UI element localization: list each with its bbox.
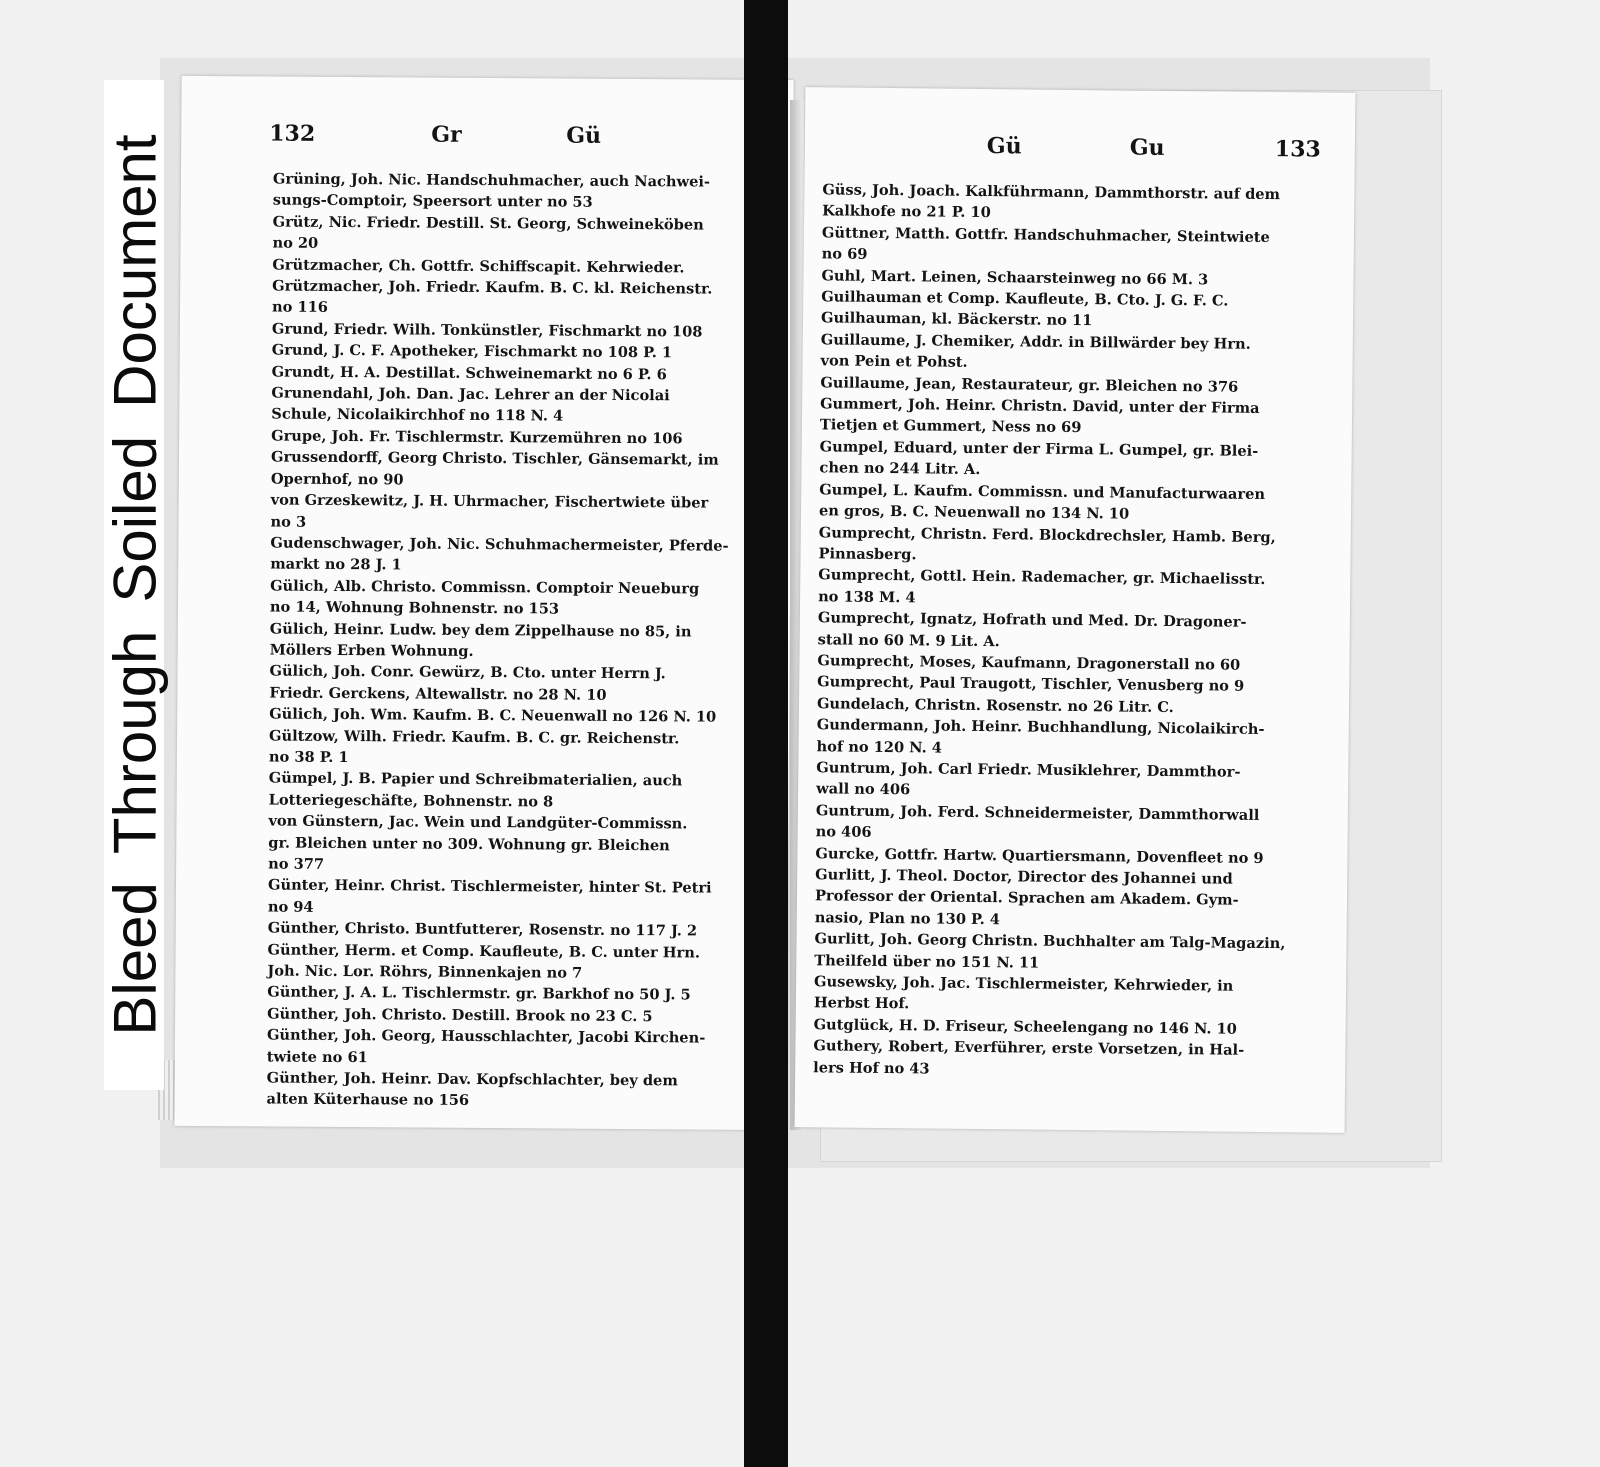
directory-entry [821, 286, 1321, 334]
entry-line: gr. Bleichen unter no 309. Wohnung gr. Bleichen [268, 834, 670, 854]
directory-entry [820, 393, 1320, 441]
directory-entry [268, 811, 763, 879]
binding-strip [744, 0, 788, 1467]
entry-line: Guilhauman et Comp. Kaufleute, B. Cto. J. G. F. C. [821, 288, 1229, 310]
entry-line: Grützmacher, Ch. Gottfr. Schiffscapit. Kehrwieder. [272, 256, 685, 277]
entry-line: Gummert, Joh. Heinr. Christn. David, unter der Firma [820, 395, 1260, 417]
bleed-through-soiled-stamp [101, 134, 170, 1035]
directory-entry [271, 447, 766, 493]
directory-entries [813, 179, 1322, 1083]
directory-entry [818, 565, 1318, 613]
directory-entry [270, 618, 765, 664]
directory-entry [816, 714, 1316, 762]
directory-entry [820, 329, 1320, 377]
entry-line: Günter, Heinr. Christ. Tischlermeister, hinter St. Petri [267, 876, 712, 898]
entry-line: Gurcke, Gottfr. Hartw. Quartiersmann, Dovenfleet no 9 [815, 844, 1264, 867]
entry-line: Günther, Joh. Heinr. Dav. Kopfschlachter, bey dem [266, 1069, 678, 1090]
entry-line: Gumprecht, Christn. Ferd. Blockdrechsler, Hamb. Berg, [818, 523, 1276, 546]
entry-line: Gundelach, Christn. Rosenstr. no 26 Litr. C. [816, 695, 1174, 716]
entry-line: Gumpel, L. Kaufm. Commissn. und Manufacturwaaren [819, 481, 1266, 503]
entry-line: Guthery, Robert, Everführer, erste Vorsetzen, in Hal- [813, 1037, 1245, 1060]
entry-line: von Günstern, Jac. Wein und Landgüter-Commissn. [268, 812, 688, 833]
entry-line: Gumprecht, Moses, Kaufmann, Dragonerstall no 60 [817, 652, 1241, 674]
entry-line: no 377 [268, 855, 325, 873]
directory-entry [269, 704, 764, 729]
entry-line: Grund, Friedr. Wilh. Tonkünstler, Fischmarkt no 108 [271, 320, 703, 341]
entry-line: Guilhauman, kl. Bäckerstr. no 11 [820, 309, 1093, 330]
directory-entry [815, 864, 1316, 933]
entry-line: Grundt, H. A. Destillat. Schweinemarkt no 6 P. 6 [271, 363, 667, 383]
entry-line: Opernhof, no 90 [270, 470, 404, 489]
entry-line: Grützmacher, Joh. Friedr. Kaufm. B. C. kl. Reichenstr. [272, 277, 713, 298]
entry-line: Möllers Erben Wohnung. [269, 641, 474, 660]
entry-line: lers Hof no 43 [813, 1058, 930, 1078]
directory-entry [272, 211, 767, 257]
directory-entry [267, 939, 762, 985]
entry-line: Gumprecht, Gottl. Hein. Rademacher, gr. Michaelisstr. [818, 566, 1266, 589]
right-page [795, 87, 1356, 1133]
entry-line: Joh. Nic. Lor. Röhrs, Binnenkajen no 7 [267, 962, 583, 982]
directory-entries [266, 169, 768, 1114]
directory-entry [818, 607, 1318, 655]
entry-line: Güttner, Matth. Gottfr. Handschuhmacher, Steintwiete [821, 224, 1270, 246]
entry-line: no 116 [271, 298, 329, 317]
directory-entry [814, 929, 1314, 977]
entry-line: hof no 120 N. 4 [816, 737, 943, 757]
guide-word: Gr [431, 121, 462, 148]
directory-entry [819, 436, 1319, 484]
entry-line: Guhl, Mart. Leinen, Schaarsteinweg no 66 M. 3 [821, 266, 1209, 289]
directory-entry [272, 276, 767, 322]
guide-word: Gü [566, 122, 602, 149]
entry-line: Gülich, Heinr. Ludw. bey dem Zippelhause no 85, in [269, 620, 692, 640]
entry-line: en gros, B. C. Neuenwall no 134 N. 10 [818, 502, 1130, 523]
entry-line: Gudenschwager, Joh. Nic. Schuhmachermeister, Pferde- [270, 534, 729, 555]
stamp-word: Document [101, 134, 169, 408]
entry-line: Grunendahl, Joh. Dan. Jac. Lehrer an der Nicolai [271, 384, 670, 405]
entry-line: Günther, J. A. L. Tischlermstr. gr. Barkhof no 50 J. 5 [267, 983, 691, 1004]
directory-entry [273, 169, 768, 215]
entry-line: Gümpel, J. B. Papier und Schreibmaterialien, auch [268, 769, 683, 790]
guide-word: Gu [1129, 134, 1165, 161]
entry-line: Gumprecht, Ignatz, Hofrath und Med. Dr. Dragoner- [817, 609, 1247, 631]
entry-line: twiete no 61 [266, 1048, 368, 1066]
entry-line: no 38 P. 1 [268, 748, 349, 767]
entry-line: Kalkhofe no 21 P. 10 [822, 202, 991, 222]
entry-line: Gusewsky, Joh. Jac. Tischlermeister, Kehrwieder, in [814, 973, 1234, 995]
entry-line: Günther, Joh. Georg, Hausschlachter, Jacobi Kirchen- [266, 1026, 706, 1047]
entry-line: Lotteriegeschäfte, Bohnenstr. no 8 [268, 791, 554, 811]
page-number: 133 [1274, 136, 1321, 163]
entry-line: Grütz, Nic. Friedr. Destill. St. Georg, Schweineköben [272, 213, 704, 234]
entry-line: Gutglück, H. D. Friseur, Scheelengang no 146 N. 10 [813, 1016, 1237, 1038]
entry-line: Schule, Nicolaikirchhof no 118 N. 4 [271, 405, 564, 426]
entry-line: Grund, J. C. F. Apotheker, Fischmarkt no 108 P. 1 [271, 341, 673, 362]
directory-entry [822, 179, 1322, 227]
entry-line: no 69 [821, 245, 868, 264]
entry-line: markt no 28 J. 1 [270, 555, 402, 574]
entry-line: sungs-Comptoir, Speersort unter no 53 [272, 191, 593, 212]
entry-line: Gültzow, Wilh. Friedr. Kaufm. B. C. gr. Reichenstr. [269, 727, 680, 747]
entry-line: no 138 M. 4 [818, 588, 916, 607]
entry-line: von Pein et Pohst. [820, 352, 968, 372]
entry-line: stall no 60 M. 9 Lit. A. [817, 630, 1000, 650]
entry-line: Pinnasberg. [818, 545, 917, 564]
entry-line: Grussendorff, Georg Christo. Tischler, Gänsemarkt, im [270, 448, 719, 469]
entry-line: Guillaume, J. Chemiker, Addr. in Billwärder bey Hrn. [820, 331, 1251, 353]
entry-line: Professor der Oriental. Sprachen am Akadem. Gym- [814, 887, 1239, 910]
directory-entry [822, 222, 1322, 270]
entry-line: Gülich, Alb. Christo. Commissn. Comptoir Neueburg [270, 577, 700, 598]
guide-word: Gü [986, 133, 1022, 160]
directory-entry [816, 800, 1316, 848]
stamp-word: Through [101, 630, 169, 855]
directory-entry [271, 383, 766, 429]
directory-entry [269, 661, 764, 707]
left-page [174, 76, 793, 1130]
stamp-word: Soiled [101, 435, 169, 603]
entry-line: Gurlitt, Joh. Georg Christn. Buchhalter am Talg-Magazin, [814, 930, 1286, 953]
entry-line: no 406 [815, 823, 872, 842]
directory-entry [819, 479, 1319, 527]
directory-entry [269, 725, 764, 771]
left-page-header [181, 120, 793, 154]
entry-line: Gülich, Joh. Conr. Gewürz, B. Cto. unter Herrn J. [269, 662, 666, 683]
directory-entry [816, 757, 1316, 805]
entry-line: Tietjen et Gummert, Ness no 69 [819, 416, 1082, 437]
directory-entry [813, 1036, 1313, 1084]
entry-line: Günther, Joh. Christo. Destill. Brook no 23 C. 5 [267, 1005, 653, 1026]
entry-line: Guillaume, Jean, Restaurateur, gr. Bleichen no 376 [820, 373, 1239, 396]
directory-entry [818, 522, 1318, 570]
directory-entry [814, 971, 1314, 1019]
directory-entry [270, 575, 765, 621]
directory-entry [268, 918, 763, 943]
entry-line: Guntrum, Joh. Carl Friedr. Musiklehrer, Dammthor- [816, 759, 1241, 781]
stamp-word: Bleed [101, 882, 169, 1036]
entry-line: Herbst Hof. [813, 994, 910, 1013]
directory-entry [266, 1068, 761, 1114]
entry-line: Friedr. Gerckens, Altewallstr. no 28 N. 10 [269, 684, 607, 704]
entry-line: Grupe, Joh. Fr. Tischlermstr. Kurzemühren no 106 [271, 427, 683, 448]
entry-line: Gülich, Joh. Wm. Kaufm. B. C. Neuenwall no 126 N. 10 [269, 705, 717, 726]
entry-line: Gumprecht, Paul Traugott, Tischler, Venusberg no 9 [817, 673, 1245, 696]
entry-line: Günther, Herm. et Comp. Kaufleute, B. C. unter Hrn. [267, 941, 701, 962]
entry-line: Gumpel, Eduard, unter der Firma L. Gumpel, gr. Blei- [819, 438, 1259, 460]
entry-line: Theilfeld über no 151 N. 11 [814, 951, 1040, 972]
directory-entry [268, 875, 763, 921]
directory-entry [269, 768, 764, 814]
entry-line: Günther, Christo. Buntfutterer, Rosenstr. no 117 J. 2 [267, 919, 698, 940]
directory-entry [270, 490, 765, 536]
directory-entry [270, 532, 765, 578]
page-number: 132 [269, 120, 316, 147]
entry-line: alten Küterhause no 156 [266, 1090, 470, 1110]
entry-line: Gundermann, Joh. Heinr. Buchhandlung, Nicolaikirch- [816, 716, 1265, 739]
directory-entry [267, 1025, 762, 1071]
entry-line: wall no 406 [816, 780, 911, 799]
entry-line: Gurlitt, J. Theol. Doctor, Director des Johannei und [815, 866, 1233, 888]
entry-line: Grüning, Joh. Nic. Handschuhmacher, auch Nachwei- [272, 170, 711, 191]
entry-line: no 3 [270, 513, 307, 531]
entry-line: Guntrum, Joh. Ferd. Schneidermeister, Dammthorwall [815, 802, 1260, 824]
entry-line: no 94 [267, 898, 314, 916]
entry-line: chen no 244 Litr. A. [819, 459, 981, 479]
entry-line: no 20 [272, 234, 319, 253]
entry-line: Güss, Joh. Joach. Kalkführmann, Dammthorstr. auf dem [822, 181, 1281, 204]
directory-entry [272, 340, 767, 365]
entry-line: nasio, Plan no 130 P. 4 [814, 909, 1001, 929]
right-page-header [805, 131, 1355, 167]
entry-line: no 14, Wohnung Bohnenstr. no 153 [269, 598, 560, 618]
entry-line: von Grzeskewitz, J. H. Uhrmacher, Fischertwiete über [270, 491, 709, 512]
